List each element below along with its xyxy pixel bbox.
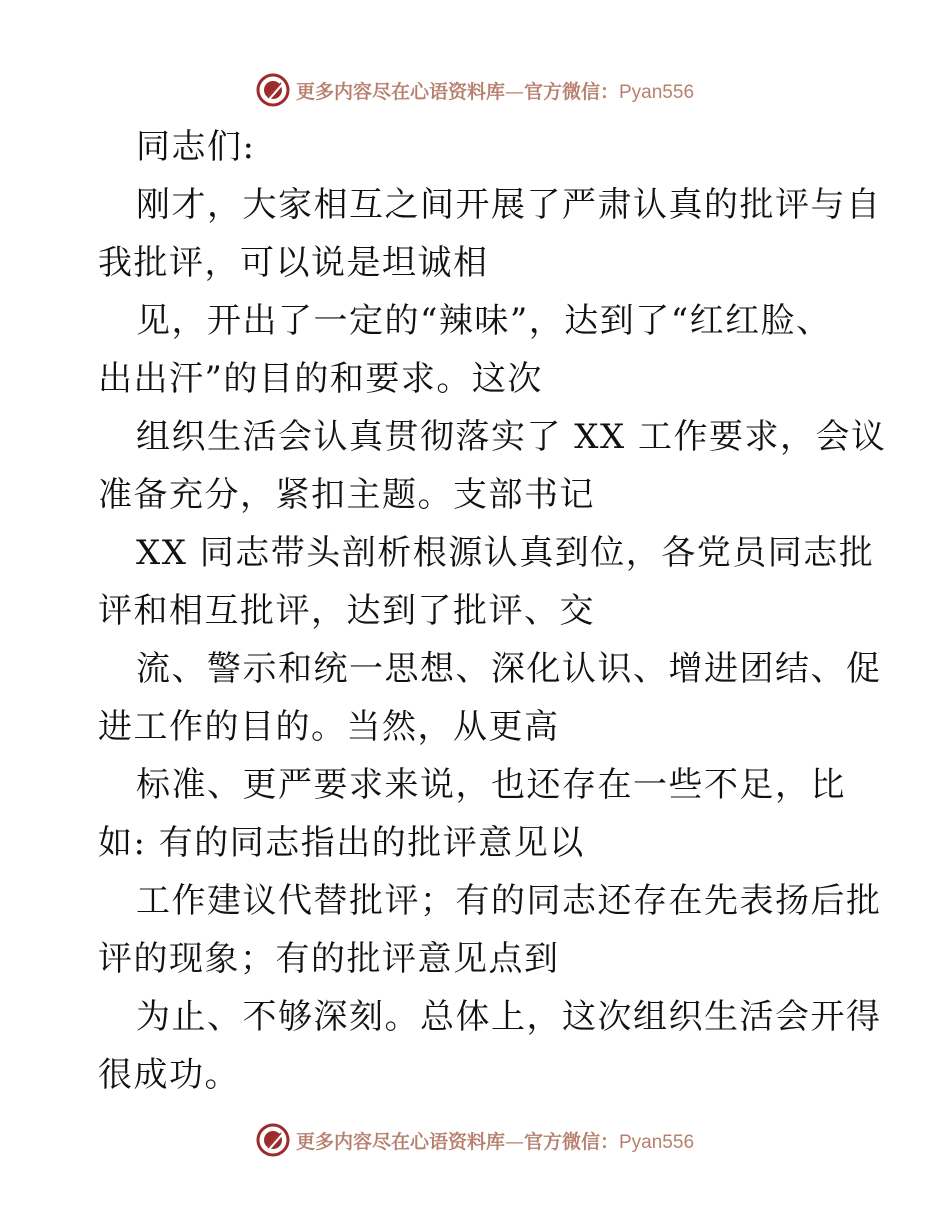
text-line: 如: 有的同志指出的批评意见以 [98, 823, 585, 863]
text-line: 为止、不够深刻。总体上，这次组织生活会开得 [136, 997, 882, 1037]
banner-main-text: 更多内容尽在心语资料库 [295, 1130, 505, 1153]
text-line: 准备充分，紧扣主题。支部书记 [98, 475, 595, 515]
text-line: 标准、更严要求来说，也还存在一些不足，比 [136, 765, 846, 805]
text-line: 进工作的目的。当然，从更高 [98, 707, 560, 747]
text-line: 见，开出了一定的“辣味”，达到了“红红脸、 [136, 301, 832, 341]
document-body [98, 118, 887, 1104]
header-banner [0, 70, 950, 110]
banner-separator: — [504, 80, 524, 103]
banner-account: Pyan556 [619, 81, 695, 103]
banner-wechat-label: 官方微信： [523, 80, 619, 103]
banner-main-text: 更多内容尽在心语资料库 [295, 80, 505, 103]
text-line: 评和相互批评，达到了批评、交 [98, 591, 595, 631]
text-line: 刚才，大家相互之间开展了严肃认真的批评与自 [136, 185, 882, 225]
text-line: 我批评，可以说是坦诚相 [98, 243, 489, 283]
pen-nib-icon [256, 73, 290, 107]
header-banner-inner [256, 73, 694, 107]
text-line: 工作建议代替批评；有的同志还存在先表扬后批 [136, 881, 882, 921]
footer-banner-inner [256, 1123, 694, 1157]
banner-account: Pyan556 [619, 1131, 695, 1153]
text-line: 出出汗”的目的和要求。这次 [98, 359, 543, 399]
banner-separator: — [504, 1130, 524, 1153]
footer-banner [0, 1120, 950, 1160]
banner-wechat-label: 官方微信： [523, 1130, 619, 1153]
text-line: 很成功。 [98, 1055, 240, 1095]
pen-nib-icon [256, 1123, 290, 1157]
footer-banner-text [296, 1127, 694, 1154]
text-line: 同志们: [136, 127, 256, 167]
text-line: 流、警示和统一思想、深化认识、增进团结、促 [136, 649, 882, 689]
text-line: 组织生活会认真贯彻落实了 XX 工作要求，会议 [136, 417, 887, 457]
text-line: XX 同志带头剖析根源认真到位，各党员同志批 [136, 533, 875, 573]
header-banner-text [296, 77, 694, 104]
text-line: 评的现象；有的批评意见点到 [98, 939, 560, 979]
